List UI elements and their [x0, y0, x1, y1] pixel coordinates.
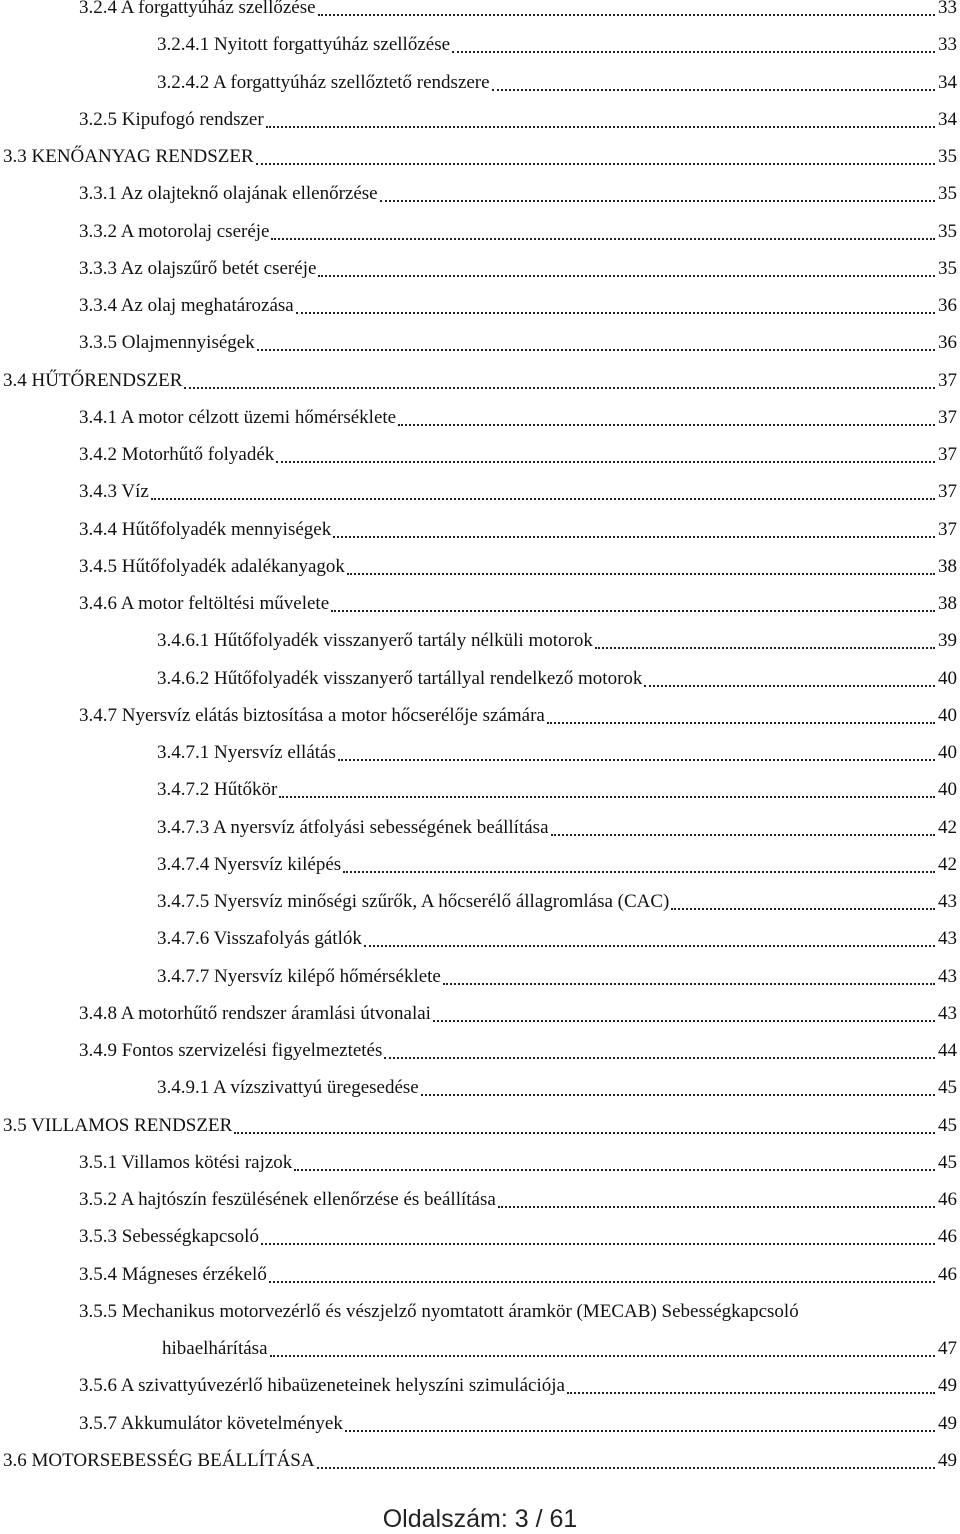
toc-entry[interactable]: [79, 101, 957, 131]
toc-dot-leader: [551, 834, 935, 836]
toc-entry[interactable]: [157, 920, 957, 950]
page-number-footer: Oldalszám: 3 / 61: [382, 1505, 578, 1533]
toc-entry[interactable]: [157, 660, 957, 690]
toc-entry[interactable]: [79, 287, 957, 317]
toc-entry[interactable]: [79, 1256, 957, 1286]
toc-entry[interactable]: [79, 585, 957, 615]
toc-entry-page-number: 35: [938, 146, 957, 167]
toc-entry[interactable]: [79, 1293, 957, 1323]
toc-entry-title: 3.3.3 Az olajszűrő betét cseréje: [79, 257, 317, 279]
toc-entry-title: 3.3 KENŐANYAG RENDSZER: [3, 146, 254, 167]
toc-entry[interactable]: [79, 436, 957, 466]
toc-entry-title: 3.4.7.3 A nyersvíz átfolyási sebességének beállítása: [157, 816, 549, 838]
toc-entry-title: 3.4 HŰTŐRENDSZER: [3, 369, 183, 391]
toc-entry-page-number: 46: [938, 1226, 957, 1248]
toc-dot-leader: [151, 498, 935, 500]
toc-entry-page-number: 35: [938, 220, 957, 242]
toc-entry-page-number: 36: [938, 295, 957, 316]
toc-entry-title: 3.3.1 Az olajteknő olajának ellenőrzése: [79, 183, 378, 205]
toc-entry[interactable]: [79, 548, 957, 578]
toc-dot-leader: [234, 1132, 935, 1134]
toc-entry-title: 3.5 VILLAMOS RENDSZER: [3, 1114, 233, 1136]
toc-dot-leader: [294, 1169, 935, 1171]
toc-entry-title: 3.3.4 Az olaj meghatározása: [79, 295, 294, 316]
toc-entry-title: 3.4.7.7 Nyersvíz kilépő hőmérséklete: [157, 965, 441, 987]
toc-entry[interactable]: [79, 1405, 957, 1435]
toc-entry[interactable]: [157, 734, 957, 764]
toc-entry-title: 3.4.7.5 Nyersvíz minőségi szűrők, A hőcserélő állagromlása (CAC): [157, 891, 670, 912]
toc-entry[interactable]: [3, 1442, 957, 1472]
toc-entry-title: 3.2.4.1 Nyitott forgattyúház szellőzése: [157, 34, 451, 56]
toc-entry-page-number: 49: [938, 1449, 957, 1471]
toc-entry-page-number: 45: [938, 1077, 957, 1099]
toc-entry-page-number: 40: [938, 779, 957, 801]
toc-entry-page-number: 42: [938, 816, 957, 838]
toc-entry-page-number: 35: [938, 257, 957, 279]
toc-entry-title: 3.4.7.6 Visszafolyás gátlók: [157, 928, 362, 950]
toc-entry-page-number: 43: [938, 928, 957, 950]
toc-dot-leader: [338, 759, 935, 761]
toc-dot-leader: [595, 647, 935, 649]
toc-dot-leader: [380, 200, 935, 202]
toc-entry-page-number: 33: [938, 0, 957, 18]
toc-entry-page-number: 40: [938, 704, 957, 726]
toc-entry-title: 3.2.4 A forgattyúház szellőzése: [79, 0, 316, 18]
toc-dot-leader: [333, 536, 935, 538]
toc-entry[interactable]: [157, 771, 957, 801]
toc-entry-page-number: 44: [938, 1040, 957, 1061]
toc-entry[interactable]: [79, 213, 957, 243]
toc-entry[interactable]: [157, 622, 957, 652]
toc-entry-page-number: 40: [938, 667, 957, 689]
toc-entry-title: 3.4.7.4 Nyersvíz kilépés: [157, 853, 342, 875]
toc-dot-leader: [433, 1020, 935, 1022]
toc-entry[interactable]: [79, 175, 957, 205]
toc-entry-page-number: 34: [938, 108, 957, 130]
toc-dot-leader: [443, 983, 935, 985]
toc-entry-title: 3.5.3 Sebességkapcsoló: [79, 1226, 259, 1248]
toc-dot-leader: [498, 1206, 935, 1208]
toc-entry-title: 3.2.5 Kipufogó rendszer: [79, 108, 264, 130]
toc-entry-page-number: 38: [938, 593, 957, 614]
toc-entry-page-number: 42: [938, 853, 957, 875]
toc-dot-leader: [567, 1392, 935, 1394]
toc-entry-title: 3.5.1 Villamos kötési rajzok: [79, 1151, 293, 1173]
toc-entry-page-number: 37: [938, 369, 957, 391]
toc-entry-title: 3.5.2 A hajtószín feszülésének ellenőrzése és beállítása: [79, 1189, 496, 1210]
toc-dot-leader: [547, 722, 935, 724]
toc-entry-title: 3.5.5 Mechanikus motorvezérlő és vészjelző nyomtatott áramkör (MECAB) Sebességkapcsoló: [79, 1300, 799, 1322]
toc-dot-leader: [279, 796, 935, 798]
toc-entry-title: 3.6 MOTORSEBESSÉG BEÁLLÍTÁSA: [3, 1449, 315, 1471]
toc-dot-leader: [270, 1355, 935, 1357]
toc-dot-leader: [347, 573, 935, 575]
toc-entry[interactable]: [157, 26, 957, 56]
toc-entry-title: 3.4.3 Víz: [79, 481, 149, 503]
toc-entry-title: 3.3.2 A motorolaj cseréje: [79, 220, 270, 242]
toc-entry-page-number: 37: [938, 481, 957, 503]
toc-entry[interactable]: [79, 1181, 957, 1211]
toc-entry[interactable]: [157, 883, 957, 913]
toc-entry-title: hibaelhárítása: [162, 1338, 268, 1359]
toc-entry-page-number: 46: [938, 1189, 957, 1210]
toc-entry[interactable]: [79, 511, 957, 541]
toc-dot-leader: [345, 1430, 935, 1432]
toc-entry[interactable]: [79, 473, 957, 503]
toc-dot-leader: [318, 14, 935, 16]
toc-entry-title: 3.4.9.1 A vízszivattyú üregesedése: [157, 1077, 419, 1099]
toc-dot-leader: [331, 610, 935, 612]
toc-dot-leader: [492, 89, 935, 91]
toc-entry-page-number: 37: [938, 444, 957, 465]
toc-entry[interactable]: [157, 809, 957, 839]
toc-dot-leader: [296, 312, 935, 314]
toc-entry-title: 3.2.4.2 A forgattyúház szellőztető rendszere: [157, 71, 490, 93]
toc-dot-leader: [276, 461, 935, 463]
toc-entry-title: 3.4.5 Hűtőfolyadék adalékanyagok: [79, 555, 345, 577]
toc-entry-page-number: 36: [938, 332, 957, 354]
toc-entry-page-number: 37: [938, 406, 957, 428]
toc-entry-page-number: 39: [938, 630, 957, 652]
toc-entry-title: 3.5.4 Mágneses érzékelő: [79, 1263, 267, 1285]
toc-entry-page-number: 33: [938, 34, 957, 56]
toc-dot-leader: [271, 238, 935, 240]
toc-entry-title: 3.3.5 Olajmennyiségek: [79, 332, 255, 354]
toc-entry-title: 3.4.9 Fontos szervizelési figyelmeztetés: [79, 1040, 383, 1061]
toc-entry-title: 3.4.8 A motorhűtő rendszer áramlási útvonalai: [79, 1002, 431, 1024]
toc-entry-title: 3.4.6.1 Hűtőfolyadék visszanyerő tartály nélküli motorok: [157, 630, 593, 652]
toc-entry-page-number: 49: [938, 1375, 957, 1397]
toc-entry[interactable]: [79, 697, 957, 727]
toc-dot-leader: [184, 387, 935, 389]
toc-entry-title: 3.4.7 Nyersvíz elátás biztosítása a motor hőcserélője számára: [79, 704, 545, 726]
toc-entry-title: 3.4.1 A motor célzott üzemi hőmérséklete: [79, 406, 397, 428]
toc-entry-page-number: 47: [938, 1338, 957, 1359]
toc-dot-leader: [343, 871, 935, 873]
toc-entry[interactable]: [3, 1107, 957, 1137]
toc-dot-leader: [269, 1281, 935, 1283]
toc-entry[interactable]: [79, 250, 957, 280]
toc-dot-leader: [266, 126, 935, 128]
toc-entry-page-number: 43: [938, 891, 957, 912]
toc-entry-title: 3.4.4 Hűtőfolyadék mennyiségek: [79, 518, 332, 540]
toc-entry-page-number: 35: [938, 183, 957, 205]
toc-dot-leader: [257, 349, 935, 351]
toc-entry[interactable]: [79, 1218, 957, 1248]
toc-entry-page-number: 45: [938, 1114, 957, 1136]
toc-entry-page-number: 46: [938, 1263, 957, 1285]
toc-entry[interactable]: [157, 1069, 957, 1099]
toc-dot-leader: [317, 1467, 935, 1469]
toc-entry[interactable]: [157, 64, 957, 94]
toc-dot-leader: [318, 275, 935, 277]
toc-entry[interactable]: [79, 0, 957, 19]
toc-entry-title: 3.4.6 A motor feltöltési művelete: [79, 593, 330, 614]
toc-entry[interactable]: [157, 958, 957, 988]
toc-dot-leader: [644, 685, 935, 687]
toc-entry[interactable]: [79, 399, 957, 429]
toc-entry-title: 3.5.6 A szivattyúvezérlő hibaüzeneteinek helyszíni szimulációja: [79, 1375, 565, 1397]
toc-entry[interactable]: [79, 995, 957, 1025]
toc-entry-page-number: 49: [938, 1412, 957, 1434]
toc-entry[interactable]: [79, 1032, 957, 1062]
toc-entry[interactable]: [79, 1144, 957, 1174]
toc-entry-title: 3.4.7.1 Nyersvíz ellátás: [157, 742, 336, 763]
toc-entry-title: 3.4.7.2 Hűtőkör: [157, 779, 278, 801]
toc-dot-leader: [384, 1057, 935, 1059]
toc-entry[interactable]: [162, 1330, 957, 1360]
toc-entry[interactable]: [3, 138, 957, 168]
toc-dot-leader: [452, 51, 935, 53]
toc-entry-page-number: 43: [938, 1002, 957, 1024]
toc-entry[interactable]: [3, 362, 957, 392]
toc-entry[interactable]: [79, 1367, 957, 1397]
toc-entry-page-number: 40: [938, 742, 957, 763]
toc-dot-leader: [364, 945, 935, 947]
toc-entry-page-number: 34: [938, 71, 957, 93]
toc-entry-title: 3.4.6.2 Hűtőfolyadék visszanyerő tartállyal rendelkező motorok: [157, 667, 643, 689]
toc-entry-title: 3.5.7 Akkumulátor követelmények: [79, 1412, 343, 1434]
toc-entry-title: 3.4.2 Motorhűtő folyadék: [79, 444, 275, 465]
toc-entry-page-number: 43: [938, 965, 957, 987]
toc-entry[interactable]: [79, 324, 957, 354]
toc-dot-leader: [421, 1094, 935, 1096]
toc-dot-leader: [671, 908, 935, 910]
toc-entry-page-number: 38: [938, 555, 957, 577]
toc-dot-leader: [256, 163, 935, 165]
toc-dot-leader: [398, 424, 935, 426]
toc-entry-page-number: 45: [938, 1151, 957, 1173]
toc-entry[interactable]: [157, 846, 957, 876]
toc-dot-leader: [261, 1243, 935, 1245]
toc-entry-page-number: 37: [938, 518, 957, 540]
